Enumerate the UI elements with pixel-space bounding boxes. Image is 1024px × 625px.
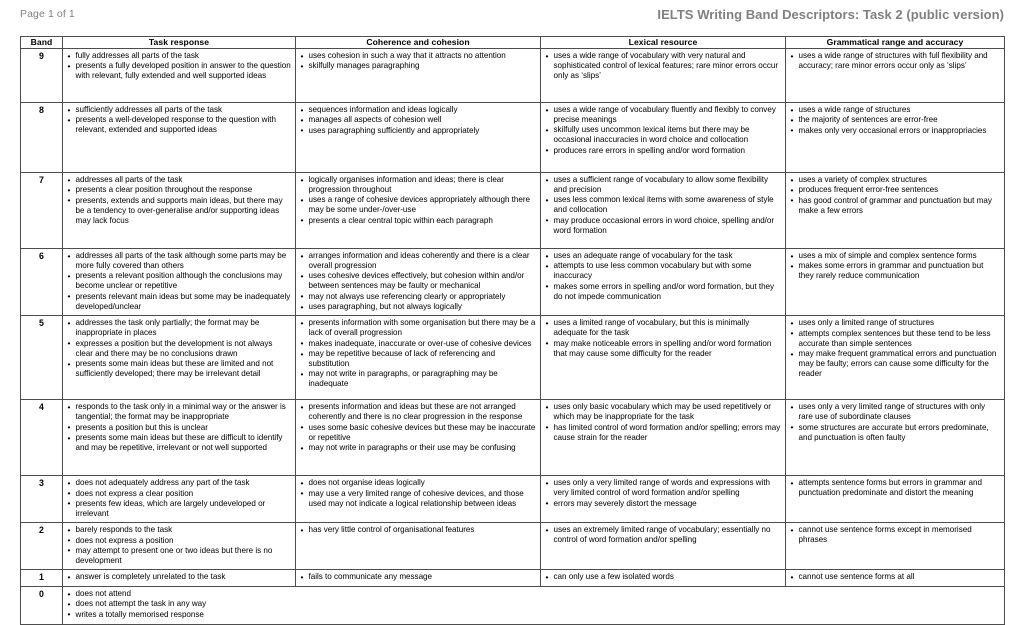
descriptor-item: • uses some basic cohesive devices but these may be inaccurate or repetitive: [300, 423, 536, 443]
descriptor-cell-coherence-and-cohesion: [296, 570, 541, 587]
descriptor-item: • uses cohesion in such a way that it attracts no attention: [300, 51, 536, 61]
descriptor-item: • presents few ideas, which are largely undeveloped or irrelevant: [67, 499, 291, 519]
descriptor-item: • has good control of grammar and punctuation but may make a few errors: [790, 196, 1000, 216]
descriptor-cell-lexical-resource: [541, 316, 786, 400]
descriptor-item: • does not express a position: [67, 536, 291, 546]
descriptor-item: • uses paragraphing sufficiently and appropriately: [300, 126, 536, 136]
descriptor-item: • makes only very occasional errors or inappropriacies: [790, 126, 1000, 136]
descriptor-cell-coherence-and-cohesion: [296, 49, 541, 103]
descriptor-item: • may make frequent grammatical errors and punctuation may be faulty; errors can cause some difficulty for the reader: [790, 349, 1000, 379]
descriptor-item: • presents relevant main ideas but some may be inadequately developed/unclear: [67, 292, 291, 312]
descriptor-item: • sufficiently addresses all parts of the task: [67, 105, 291, 115]
descriptor-list: [790, 105, 1000, 136]
descriptor-item: • may not always use referencing clearly or appropriately: [300, 292, 536, 302]
descriptor-item: • uses an extremely limited range of vocabulary; essentially no control of word formation and/or spelling: [545, 525, 781, 545]
column-header-grammatical-range-and-accuracy: Grammatical range and accuracy: [786, 37, 1005, 49]
descriptor-cell-task-response: [63, 103, 296, 173]
descriptor-item: • attempts to use less common vocabulary but with some inaccuracy: [545, 261, 781, 281]
descriptor-cell-task-response: [63, 173, 296, 249]
descriptor-cell-coherence-and-cohesion: [296, 103, 541, 173]
descriptor-item: • does not attend: [67, 589, 1000, 599]
descriptor-cell-task-response: [63, 249, 296, 316]
descriptor-item: • presents some main ideas but these are difficult to identify and may be repetitive, irrelevant or not well supported: [67, 433, 291, 453]
descriptor-cell-coherence-and-cohesion: [296, 523, 541, 570]
descriptor-list: [300, 478, 536, 508]
descriptor-item: • does not adequately address any part of the task: [67, 478, 291, 488]
descriptor-list: [545, 525, 781, 545]
descriptor-item: • can only use a few isolated words: [545, 572, 781, 582]
band-score-cell: 0: [21, 587, 63, 625]
descriptor-item: • produces rare errors in spelling and/or word formation: [545, 146, 781, 156]
descriptor-item: • presents a clear central topic within each paragraph: [300, 216, 536, 226]
descriptor-item: • some structures are accurate but errors predominate, and punctuation is often faulty: [790, 423, 1000, 443]
descriptor-item: • cannot use sentence forms except in memorised phrases: [790, 525, 1000, 545]
descriptor-item: • uses paragraphing, but not always logically: [300, 302, 536, 312]
table-row: [21, 587, 1005, 625]
descriptor-list: [300, 402, 536, 453]
page-header: [20, 8, 1004, 28]
descriptor-item: • errors may severely distort the message: [545, 499, 781, 509]
column-header-lexical-resource: Lexical resource: [541, 37, 786, 49]
descriptor-item: • answer is completely unrelated to the task: [67, 572, 291, 582]
descriptor-item: • may produce occasional errors in word choice, spelling and/or word formation: [545, 216, 781, 236]
descriptor-list: [545, 572, 781, 582]
descriptor-item: • presents a relevant position although the conclusions may become unclear or repetitive: [67, 271, 291, 291]
descriptor-list: [545, 251, 781, 302]
descriptor-item: • may make noticeable errors in spelling and/or word formation that may cause some difficulty for the reader: [545, 339, 781, 359]
descriptor-list: [67, 251, 291, 312]
descriptor-list: [300, 175, 536, 226]
descriptor-item: • uses only basic vocabulary which may be used repetitively or which may be inappropriate for the task: [545, 402, 781, 422]
descriptor-item: • expresses a position but the development is not always clear and there may be no conclusions drawn: [67, 339, 291, 359]
descriptor-cell-lexical-resource: [541, 400, 786, 476]
descriptor-cell-coherence-and-cohesion: [296, 476, 541, 523]
band-score-cell: 3: [21, 476, 63, 523]
descriptor-item: • uses less common lexical items with some awareness of style and collocation: [545, 195, 781, 215]
band-score-cell: 9: [21, 49, 63, 103]
descriptor-item: • may use a very limited range of cohesive devices, and those used may not indicate a logical relationship between ideas: [300, 489, 536, 509]
descriptor-item: • manages all aspects of cohesion well: [300, 115, 536, 125]
table-row: [21, 523, 1005, 570]
descriptor-item: • skilfully manages paragraphing: [300, 61, 536, 71]
descriptor-item: • attempts complex sentences but these tend to be less accurate than simple sentences: [790, 329, 1000, 349]
descriptor-item: • uses a range of cohesive devices appropriately although there may be some under-/over-use: [300, 195, 536, 215]
descriptor-item: • uses only a limited range of structures: [790, 318, 1000, 328]
descriptor-cell-grammatical-range-and-accuracy: [786, 173, 1005, 249]
descriptor-cell-lexical-resource: [541, 523, 786, 570]
table-row: [21, 103, 1005, 173]
descriptor-cell-grammatical-range-and-accuracy: [786, 570, 1005, 587]
descriptor-item: • presents, extends and supports main ideas, but there may be a tendency to over-generalise and/or supporting ideas may lack focus: [67, 196, 291, 226]
descriptor-cell-task-response: [63, 523, 296, 570]
descriptor-cell-task-response: [63, 316, 296, 400]
band-score-cell: 5: [21, 316, 63, 400]
descriptor-cell-lexical-resource: [541, 249, 786, 316]
descriptor-item: • does not organise ideas logically: [300, 478, 536, 488]
descriptor-list: [67, 402, 291, 453]
descriptor-list: [67, 175, 291, 226]
descriptor-item: • may attempt to present one or two ideas but there is no development: [67, 546, 291, 566]
descriptor-list: [545, 402, 781, 443]
descriptor-item: • the majority of sentences are error-free: [790, 115, 1000, 125]
descriptor-cell-task-response: [63, 570, 296, 587]
descriptor-cell-coherence-and-cohesion: [296, 400, 541, 476]
table-header: [21, 37, 1005, 49]
descriptor-item: • uses a wide range of vocabulary with very natural and sophisticated control of lexical features; rare minor errors occur only as ‘slips’: [545, 51, 781, 81]
descriptor-cell-merged: [63, 587, 1005, 625]
table-row: [21, 49, 1005, 103]
descriptor-cell-lexical-resource: [541, 49, 786, 103]
descriptor-list: [67, 318, 291, 379]
descriptor-item: • uses a limited range of vocabulary, but this is minimally adequate for the task: [545, 318, 781, 338]
table-header-row: [21, 37, 1005, 49]
descriptor-item: • cannot use sentence forms at all: [790, 572, 1000, 582]
descriptor-item: • does not attempt the task in any way: [67, 599, 1000, 609]
descriptor-cell-grammatical-range-and-accuracy: [786, 476, 1005, 523]
descriptor-cell-grammatical-range-and-accuracy: [786, 249, 1005, 316]
band-score-cell: 6: [21, 249, 63, 316]
descriptor-cell-grammatical-range-and-accuracy: [786, 400, 1005, 476]
descriptor-item: • addresses all parts of the task: [67, 175, 291, 185]
descriptor-item: • uses a mix of simple and complex sentence forms: [790, 251, 1000, 261]
descriptor-list: [790, 251, 1000, 281]
descriptor-item: • presents a fully developed position in answer to the question with relevant, fully extended and well supported ideas: [67, 61, 291, 81]
descriptor-list: [545, 105, 781, 156]
descriptor-list: [790, 175, 1000, 216]
band-score-cell: 2: [21, 523, 63, 570]
descriptor-list: [67, 51, 291, 81]
descriptor-cell-lexical-resource: [541, 103, 786, 173]
band-score-cell: 1: [21, 570, 63, 587]
descriptor-list: [300, 251, 536, 312]
descriptor-list: [67, 105, 291, 135]
descriptor-item: • presents a position but this is unclear: [67, 423, 291, 433]
descriptor-cell-lexical-resource: [541, 476, 786, 523]
descriptor-item: • has limited control of word formation and/or spelling; errors may cause strain for the reader: [545, 423, 781, 443]
descriptor-item: • uses only a very limited range of words and expressions with very limited control of word formation and/or spelling: [545, 478, 781, 498]
descriptor-item: • uses an adequate range of vocabulary for the task: [545, 251, 781, 261]
descriptor-list: [67, 478, 291, 519]
descriptor-item: • attempts sentence forms but errors in grammar and punctuation predominate and distort the meaning: [790, 478, 1000, 498]
descriptor-item: • sequences information and ideas logically: [300, 105, 536, 115]
descriptor-list: [67, 589, 1000, 620]
table-row: [21, 316, 1005, 400]
descriptor-item: • makes some errors in grammar and punctuation but they rarely reduce communication: [790, 261, 1000, 281]
column-header-band: Band: [21, 37, 63, 49]
descriptor-item: • uses a wide range of structures: [790, 105, 1000, 115]
descriptor-cell-lexical-resource: [541, 570, 786, 587]
descriptor-cell-task-response: [63, 476, 296, 523]
descriptor-item: • skilfully uses uncommon lexical items but there may be occasional inaccuracies in word choice and collocation: [545, 125, 781, 145]
descriptor-item: • presents some main ideas but these are limited and not sufficiently developed; there may be irrelevant detail: [67, 359, 291, 379]
descriptor-item: • addresses the task only partially; the format may be inappropriate in places: [67, 318, 291, 338]
descriptor-item: • presents a well-developed response to the question with relevant, extended and supported ideas: [67, 115, 291, 135]
descriptor-list: [300, 105, 536, 136]
descriptor-item: • uses a wide range of vocabulary fluently and flexibly to convey precise meanings: [545, 105, 781, 125]
descriptor-list: [67, 572, 291, 582]
table-body: [21, 49, 1005, 625]
descriptor-cell-coherence-and-cohesion: [296, 173, 541, 249]
column-header-coherence-and-cohesion: Coherence and cohesion: [296, 37, 541, 49]
descriptor-item: • addresses all parts of the task although some parts may be more fully covered than others: [67, 251, 291, 271]
descriptor-item: • makes inadequate, inaccurate or over-use of cohesive devices: [300, 339, 536, 349]
table-row: [21, 400, 1005, 476]
table-row: [21, 249, 1005, 316]
descriptor-list: [545, 318, 781, 359]
descriptor-cell-task-response: [63, 400, 296, 476]
band-descriptors-table: [20, 36, 1005, 625]
descriptor-list: [790, 402, 1000, 443]
descriptor-item: • presents information and ideas but these are not arranged coherently and there is no clear progression in the response: [300, 402, 536, 422]
descriptor-cell-grammatical-range-and-accuracy: [786, 103, 1005, 173]
band-score-cell: 4: [21, 400, 63, 476]
descriptor-list: [300, 525, 536, 535]
descriptor-item: • fully addresses all parts of the task: [67, 51, 291, 61]
descriptor-cell-grammatical-range-and-accuracy: [786, 316, 1005, 400]
descriptor-item: • writes a totally memorised response: [67, 610, 1000, 620]
descriptor-item: • barely responds to the task: [67, 525, 291, 535]
band-score-cell: 8: [21, 103, 63, 173]
descriptor-item: • arranges information and ideas coherently and there is a clear overall progression: [300, 251, 536, 271]
descriptor-item: • uses a sufficient range of vocabulary to allow some flexibility and precision: [545, 175, 781, 195]
descriptor-cell-task-response: [63, 49, 296, 103]
descriptor-item: • responds to the task only in a minimal way or the answer is tangential; the format may be inappropriate: [67, 402, 291, 422]
descriptor-list: [545, 51, 781, 81]
descriptor-item: • has very little control of organisational features: [300, 525, 536, 535]
descriptor-item: • uses a variety of complex structures: [790, 175, 1000, 185]
table-row: [21, 476, 1005, 523]
descriptor-cell-grammatical-range-and-accuracy: [786, 523, 1005, 570]
descriptor-item: • makes some errors in spelling and/or word formation, but they do not impede communication: [545, 282, 781, 302]
descriptor-list: [545, 175, 781, 236]
descriptor-item: • fails to communicate any message: [300, 572, 536, 582]
table-row: [21, 570, 1005, 587]
descriptor-list: [67, 525, 291, 566]
descriptor-cell-grammatical-range-and-accuracy: [786, 49, 1005, 103]
descriptor-list: [790, 51, 1000, 71]
descriptor-item: • does not express a clear position: [67, 489, 291, 499]
descriptor-cell-coherence-and-cohesion: [296, 249, 541, 316]
descriptor-list: [790, 318, 1000, 379]
descriptor-item: • uses only a very limited range of structures with only rare use of subordinate clauses: [790, 402, 1000, 422]
descriptor-cell-coherence-and-cohesion: [296, 316, 541, 400]
descriptor-item: • logically organises information and ideas; there is clear progression throughout: [300, 175, 536, 195]
table-row: [21, 173, 1005, 249]
descriptor-item: • may not write in paragraphs or their use may be confusing: [300, 443, 536, 453]
descriptor-list: [300, 572, 536, 582]
descriptor-list: [790, 572, 1000, 582]
descriptor-list: [545, 478, 781, 508]
descriptor-list: [300, 318, 536, 389]
descriptor-item: • may be repetitive because of lack of referencing and substitution: [300, 349, 536, 369]
descriptor-list: [790, 525, 1000, 545]
descriptor-item: • presents a clear position throughout the response: [67, 185, 291, 195]
descriptor-list: [300, 51, 536, 71]
document-title: IELTS Writing Band Descriptors: Task 2 (public version): [657, 7, 1004, 22]
column-header-task-response: Task response: [63, 37, 296, 49]
descriptor-item: • presents information with some organisation but there may be a lack of overall progression: [300, 318, 536, 338]
page-number-label: Page 1 of 1: [20, 8, 75, 20]
descriptor-item: • uses a wide range of structures with full flexibility and accuracy; rare minor errors occur only as ‘slips’: [790, 51, 1000, 71]
descriptor-cell-lexical-resource: [541, 173, 786, 249]
descriptor-item: • may not write in paragraphs, or paragraphing may be inadequate: [300, 369, 536, 389]
descriptor-item: • produces frequent error-free sentences: [790, 185, 1000, 195]
descriptor-list: [790, 478, 1000, 498]
descriptor-item: • uses cohesive devices effectively, but cohesion within and/or between sentences may be faulty or mechanical: [300, 271, 536, 291]
band-score-cell: 7: [21, 173, 63, 249]
